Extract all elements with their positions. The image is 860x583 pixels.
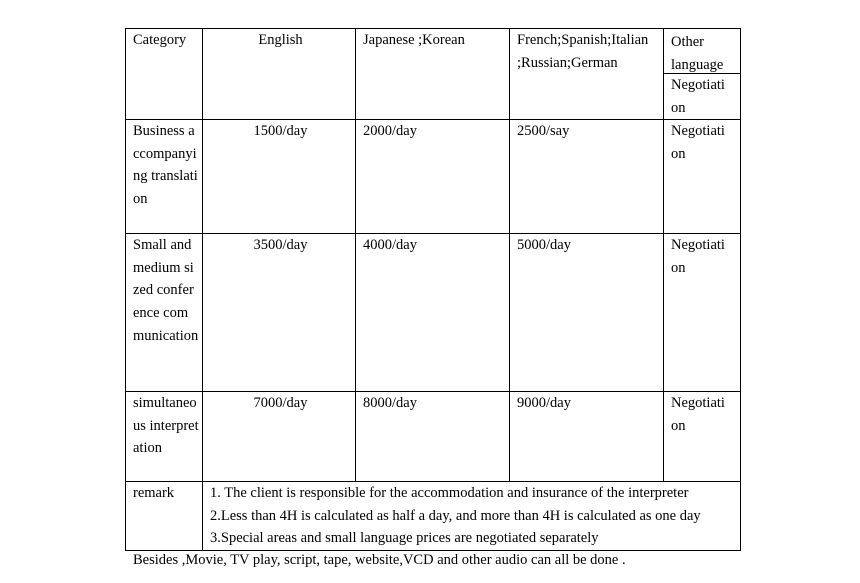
table-row — [126, 120, 741, 234]
row-english-price: 3500/day — [203, 234, 356, 392]
row-japanese-korean-price: 8000/day — [356, 392, 510, 482]
header-other-top: Other language — [664, 29, 740, 74]
header-japanese-korean: Japanese ;Korean — [356, 29, 510, 120]
row-european-price: 2500/say — [510, 120, 664, 234]
row-european-price: 5000/day — [510, 234, 664, 392]
row-japanese-korean-price: 4000/day — [356, 234, 510, 392]
row-other-price: Negotiation — [664, 120, 741, 234]
remark-label: remark — [126, 482, 203, 551]
remark-content — [203, 482, 741, 551]
header-english: English — [203, 29, 356, 120]
row-category: simultaneous interpretation — [126, 392, 203, 482]
table-row — [126, 392, 741, 482]
table-header-row — [126, 29, 741, 120]
header-category: Category — [126, 29, 203, 120]
row-other-price: Negotiation — [664, 234, 741, 392]
remark-line: 1. The client is responsible for the accommodation and insurance of the interpreter — [210, 485, 689, 502]
row-japanese-korean-price: 2000/day — [356, 120, 510, 234]
row-category: Small and medium sized conference communication — [126, 234, 203, 392]
row-european-price: 9000/day — [510, 392, 664, 482]
row-other-price: Negotiation — [664, 392, 741, 482]
remark-row — [126, 482, 741, 551]
remark-line: 2.Less than 4H is calculated as half a day, and more than 4H is calculated as one day — [210, 507, 701, 524]
row-english-price: 7000/day — [203, 392, 356, 482]
header-other-language — [664, 29, 741, 120]
price-table — [125, 28, 741, 551]
remark-line: 3.Special areas and small language prices are negotiated separately — [210, 530, 599, 547]
row-category: Business accompanying translation — [126, 120, 203, 234]
table-row — [126, 234, 741, 392]
footer-note: Besides ,Movie, TV play, script, tape, website,VCD and other audio can all be done . — [133, 552, 626, 568]
header-european-languages: French;Spanish;Italian ;Russian;German — [510, 29, 664, 120]
header-other-bottom: Negotiation — [671, 77, 725, 116]
row-english-price: 1500/day — [203, 120, 356, 234]
